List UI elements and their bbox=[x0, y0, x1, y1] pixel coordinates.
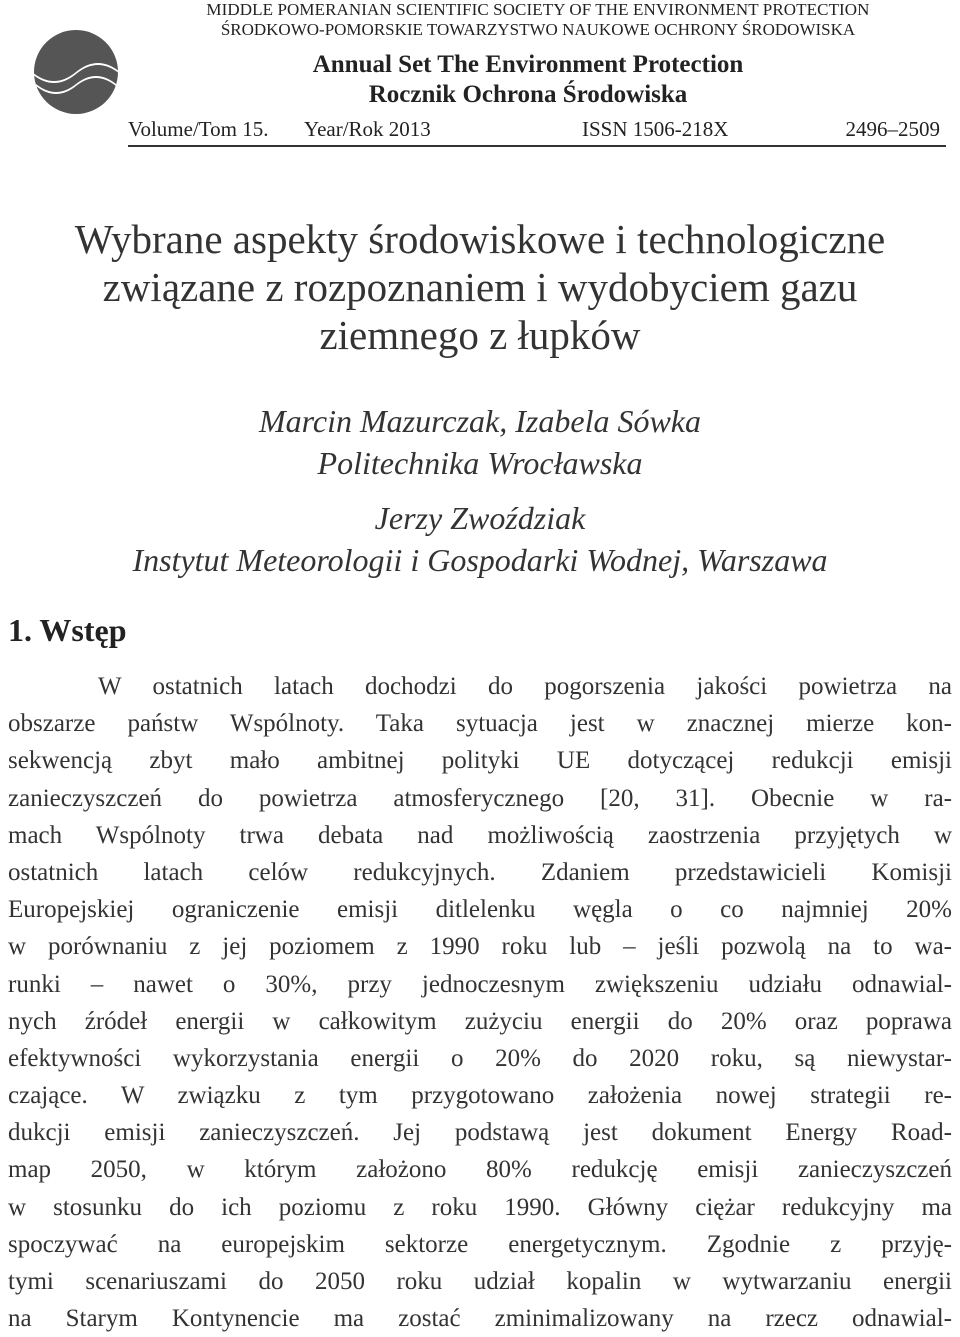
text-line: ostatnich latach celów redukcyjnych. Zdaniem przedstawicieli Komisji bbox=[8, 858, 952, 886]
title-line: związane z rozpoznaniem i wydobyciem gazu bbox=[102, 264, 858, 310]
text-line: mach Wspólnoty trwa debata nad możliwością zaostrzenia przyjętych w bbox=[8, 821, 952, 849]
society-name-pl: ŚRODKOWO-POMORSKIE TOWARZYSTWO NAUKOWE OCHRONY ŚRODOWISKA bbox=[220, 20, 856, 39]
text-line: map 2050, w którym założono 80% redukcję emisji zanieczyszczeń bbox=[8, 1156, 952, 1184]
authors-names-2: Jerzy Zwoździak bbox=[374, 500, 586, 536]
text-line: spoczywać na europejskim sektorze energetycznym. Zgodnie z przyję- bbox=[8, 1230, 952, 1258]
issn-label: ISSN 1506-218X bbox=[582, 117, 729, 141]
authors-names-1: Marcin Mazurczak, Izabela Sówka bbox=[259, 403, 701, 439]
title-line: ziemnego z łupków bbox=[319, 312, 641, 358]
text-line: obszarze państw Wspólnoty. Taka sytuacja jest w znacznej mierze kon- bbox=[8, 710, 952, 738]
text-line: zanieczyszczeń do powietrza atmosferycznego [20, 31]. Obecnie w ra- bbox=[8, 784, 952, 812]
text-line: w stosunku do ich poziomu z roku 1990. Główny ciężar redukcyjny ma bbox=[8, 1193, 952, 1221]
affiliation-1: Politechnika Wrocławska bbox=[317, 445, 643, 481]
society-logo-icon bbox=[22, 24, 132, 114]
text-line: dukcji emisji zanieczyszczeń. Jej podstawą jest dokument Energy Road- bbox=[8, 1119, 952, 1147]
pages-label: 2496–2509 bbox=[845, 117, 940, 141]
text-line: czające. W związku z tym przygotowano założenia nowej strategii re- bbox=[8, 1082, 952, 1110]
text-line: Europejskiej ograniczenie emisji ditlelenku węgla o co najmniej 20% bbox=[8, 896, 952, 924]
volume-label: Volume/Tom 15. bbox=[128, 117, 269, 141]
journal-title-en: Annual Set The Environment Protection bbox=[312, 51, 744, 78]
text-line: runki – nawet o 30%, przy jednoczesnym zwiększeniu udziału odnawial- bbox=[8, 970, 952, 998]
year-label: Year/Rok 2013 bbox=[304, 117, 431, 141]
title-line: Wybrane aspekty środowiskowe i technologiczne bbox=[74, 216, 886, 262]
text-line: na Starym Kontynencie ma zostać zminimalizowany na rzecz odnawial- bbox=[8, 1305, 952, 1333]
author-block-2 bbox=[0, 497, 960, 581]
article-title bbox=[0, 215, 960, 359]
journal-title-pl: Rocznik Ochrona Środowiska bbox=[368, 81, 688, 108]
author-block-1 bbox=[0, 400, 960, 484]
text-line: W ostatnich latach dochodzi do pogorszenia jakości powietrza na bbox=[98, 673, 952, 700]
volume-bar bbox=[128, 115, 946, 147]
affiliation-2: Instytut Meteorologii i Gospodarki Wodnej, Warszawa bbox=[132, 542, 828, 578]
body-paragraph bbox=[8, 668, 952, 1337]
section-heading: 1. Wstęp bbox=[8, 612, 127, 648]
text-line: nych źródeł energii w całkowitym zużyciu energii do 20% oraz poprawa bbox=[8, 1007, 952, 1035]
society-name-en: MIDDLE POMERANIAN SCIENTIFIC SOCIETY OF THE ENVIRONMENT PROTECTION bbox=[206, 0, 870, 19]
text-line: efektywności wykorzystania energii o 20% do 2020 roku, są niewystar- bbox=[8, 1044, 952, 1072]
text-line: tymi scenariuszami do 2050 roku udział kopalin w wytwarzaniu energii bbox=[8, 1268, 952, 1295]
text-line: w porównaniu z jej poziomem z 1990 roku lub – jeśli pozwolą na to wa- bbox=[8, 933, 952, 961]
text-line: sekwencją zbyt mało ambitnej polityki UE dotyczącej redukcji emisji bbox=[8, 747, 952, 775]
